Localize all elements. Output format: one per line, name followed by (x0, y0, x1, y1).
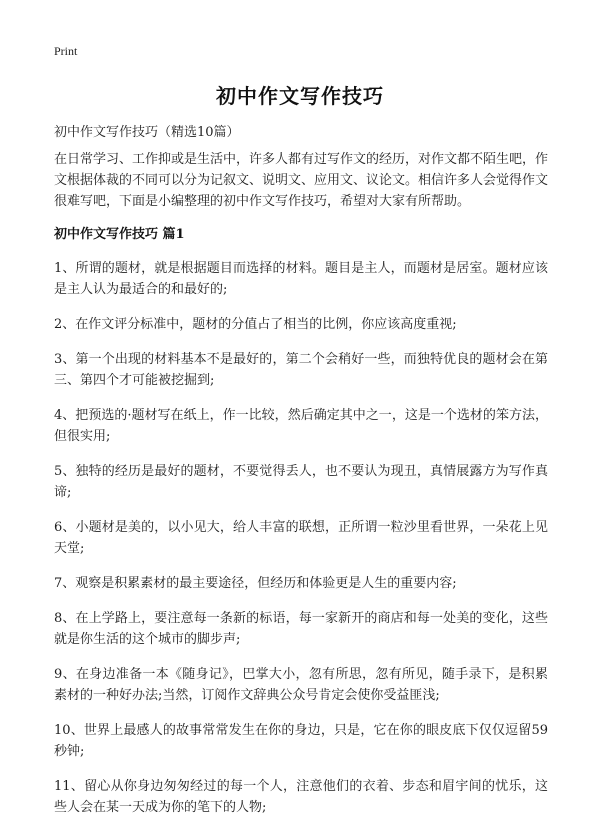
list-item: 9、在身边准备一本《随身记》，巴掌大小，忽有所思，忽有所见，随手录下，是积累素材的一种好办法;当然，订阅作文辞典公众号肯定会使你受益匪浅; (54, 667, 548, 703)
list-item: 7、观察是积累素材的最主要途径，但经历和体验更是人生的重要内容; (54, 576, 457, 591)
list-item: 1、所谓的题材，就是根据题目而选择的材料。题目是主人，而题材是居室。题材应该是主人认为最适合的和最好的; (54, 261, 548, 297)
list-item: 4、把预选的·题材写在纸上，作一比较，然后确定其中之一，这是一个选材的笨方法，但很实用; (54, 408, 548, 444)
list-item: 5、独特的经历是最好的题材，不要觉得丢人，也不要认为现丑，真情展露方为写作真谛; (54, 464, 548, 500)
list-item: 3、第一个出现的材料基本不是最好的，第二个会稍好一些，而独特优良的题材会在第三、第四个才可能被挖掘到; (54, 352, 548, 388)
list-item: 11、留心从你身边匆匆经过的每一个人，注意他们的衣着、步态和眉宇间的忧乐，这些人会在某一天成为你的笔下的人物; (54, 779, 548, 815)
list-item: 8、在上学路上，要注意每一条新的标语，每一家新开的商店和每一处美的变化，这些就是你生活的这个城市的脚步声; (54, 611, 548, 647)
document-subtitle: 初中作文写作技巧（精选10篇） (54, 125, 240, 140)
intro-paragraph: 在日常学习、工作抑或是生活中，许多人都有过写作文的经历，对作文都不陌生吧，作文根据体裁的不同可以分为记叙文、说明文、应用文、议论文。相信许多人会觉得作文很难写吧，下面是小编整理的初中作文写作技巧，希望对大家有所帮助。 (54, 152, 549, 209)
section-heading: 初中作文写作技巧 篇1 (54, 227, 185, 242)
list-item: 6、小题材是美的，以小见大，给人丰富的联想，正所谓一粒沙里看世界，一朵花上见天堂; (54, 520, 548, 556)
list-item: 10、世界上最感人的故事常常发生在你的身边，只是，它在你的眼皮底下仅仅逗留59秒钟; (54, 723, 548, 759)
list-item: 2、在作文评分标准中，题材的分值占了相当的比例，你应该高度重视; (54, 317, 457, 332)
print-link[interactable]: Print (54, 44, 78, 58)
document-title: 初中作文写作技巧 (216, 84, 384, 108)
document-body (54, 149, 548, 832)
